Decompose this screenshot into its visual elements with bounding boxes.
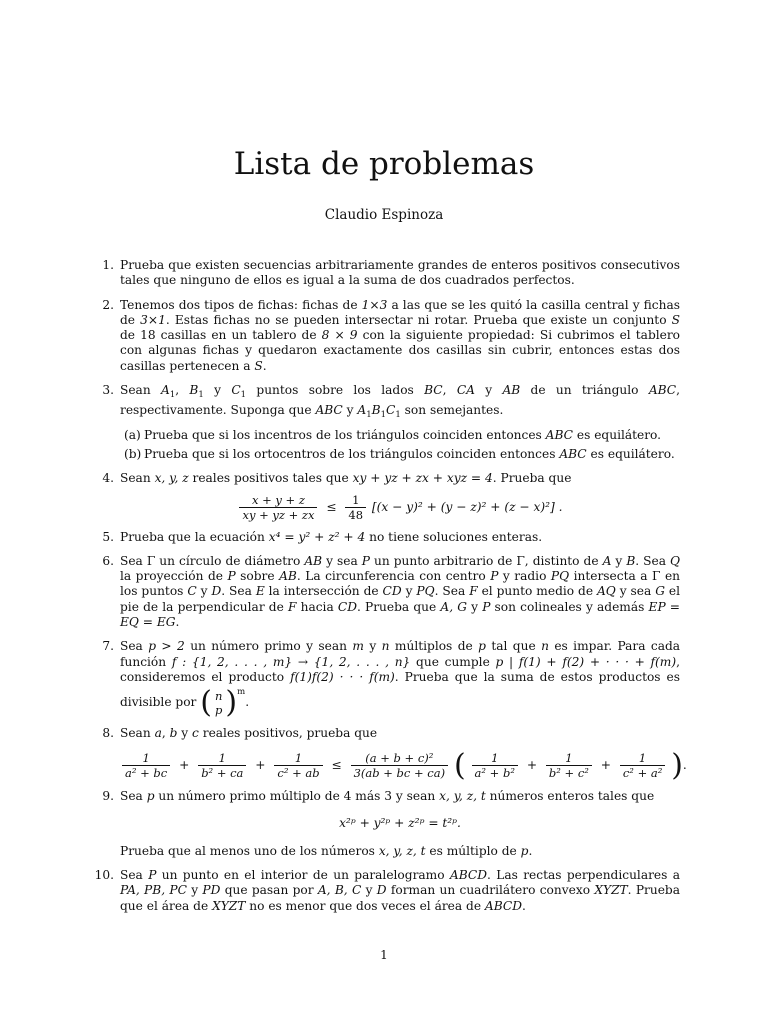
problem-text: Sean a, b y c reales positivos, prueba que bbox=[120, 725, 378, 740]
problem-number: 1. bbox=[102, 258, 114, 272]
problem-number: 8. bbox=[102, 725, 114, 740]
problem-3 bbox=[102, 383, 680, 462]
subitem-b: (b) Prueba que si los ortocentros de los triángulos coinciden entonces ABC es equilátero. bbox=[124, 446, 675, 461]
problem-number: 9. bbox=[102, 789, 114, 804]
subitem-label: (a) bbox=[124, 427, 141, 442]
subitem-label: (b) bbox=[124, 446, 142, 461]
problem-2 bbox=[102, 297, 681, 374]
problem-number: 10. bbox=[94, 867, 114, 882]
problem-text: Prueba que existen secuencias arbitrariamente grandes de enteros positivos consecutivos tales que ninguno de ellos es igual a la suma de dos cuadrados perfectos. bbox=[120, 258, 680, 288]
problem-text: Sea p un número primo múltiplo de 4 más 3 y sean x, y, z, t números enteros tales que bbox=[120, 789, 655, 804]
display-equation: $\frac{x + y + z}{xy + yz + zx}$ ≤ $\frac{1}{48}$ [(x − y)² + (y − z)² + (z − x)²] . bbox=[120, 493, 680, 522]
problem-number: 5. bbox=[102, 529, 114, 544]
author-name: Claudio Espinoza bbox=[324, 207, 444, 223]
binomial: ( n p )$^m$ bbox=[200, 685, 246, 721]
display-equation: x²ᵖ + y²ᵖ + z²ᵖ = t²ᵖ. bbox=[339, 816, 461, 831]
problem-7 bbox=[102, 639, 681, 721]
problem-text: Tenemos dos tipos de fichas: fichas de 1×3 a las que se les quitó la casilla central y fichas de 3×1. Estas fichas no se pueden intersectar ni rotar. Prueba que existe un conjunto S de 18 casillas en un tablero de 8 × 9 con la siguiente propiedad: Si cubrimos el tablero con algunas fichas y quedaron exactamente dos casillas sin cubrir, entonces estas dos casillas pertenecen a S. bbox=[120, 297, 681, 373]
problem-text: Sea p > 2 un número primo y sean m y n múltiplos de p tal que n es impar. Para cada función f : {1, 2, . . . , m} → {1, 2, . . . , n} que cumple p | f(1) + f(2) + · · · + f(m), consideremos el producto f(1)f(2) · · · f(m). Prueba que la suma de estos productos es divisible por ( n p )$^m$. bbox=[120, 639, 681, 721]
problem-text: Sea P un punto en el interior de un paralelogramo ABCD. Las rectas perpendiculares a PA, PB, PC y PD que pasan por A, B, C y D forman un cuadrilátero convexo XYZT. Prueba que el área de XYZT no es menor que dos veces el área de ABCD. bbox=[120, 867, 681, 913]
problem-5 bbox=[102, 529, 680, 545]
problem-6 bbox=[102, 553, 681, 630]
problem-text: Sean $A_1$, $B_1$ y $C_1$ puntos sobre los lados BC, CA y AB de un triángulo ABC, respectivamente. Suponga que ABC y $A_1B_1C_1$ son semejantes. bbox=[120, 383, 680, 421]
problem-number: 4. bbox=[102, 471, 114, 486]
problem-8 bbox=[102, 725, 687, 783]
problem-4 bbox=[102, 471, 680, 522]
display-equation: $\frac{1}{\text{a² + bc}}$ + $\frac{1}{\text{b² + ca}}$ + $\frac{1}{\text{c² + ab}}$ ≤ $\frac{\text{(a + b + c)²}}{3(ab + bc + ca)}$ ( $\frac{1}{\text{a² + b²}}$ + $\frac{1}{\text{b² + c²}}$ + $\frac{1}{\text{c² + a²}}$ ). bbox=[120, 751, 680, 780]
problem-number: 7. bbox=[102, 639, 114, 654]
problem-text: Sea Γ un círculo de diámetro AB y sea P un punto arbitrario de Γ, distinto de A y B. Sea Q la proyección de P sobre AB. La circunferencia con centro P y radio PQ intersecta a Γ en los puntos C y D. Sea E la intersección de CD y PQ. Sea F el punto medio de AQ y sea G el pie de la perpendicular de F hacia CD. Prueba que A, G y P son colineales y además EP = EQ = EG. bbox=[120, 553, 681, 630]
problem-text-continued: Prueba que al menos uno de los números x, y, z, t es múltiplo de p. bbox=[120, 843, 533, 858]
problem-number: 6. bbox=[102, 553, 114, 568]
problem-9 bbox=[102, 789, 680, 859]
problem-number: 3. bbox=[102, 383, 114, 398]
subitem-a: (a) Prueba que si los incentros de los triángulos coinciden entonces ABC es equilátero. bbox=[124, 427, 662, 442]
problem-text: Prueba que la ecuación x⁴ = y² + z² + 4 no tiene soluciones enteras. bbox=[120, 529, 543, 544]
page-number: 1 bbox=[380, 948, 388, 962]
problem-list bbox=[94, 258, 687, 914]
problem-text: Sean x, y, z reales positivos tales que xy + yz + zx + xyz = 4. Prueba que bbox=[120, 471, 572, 486]
document-title: Lista de problemas bbox=[233, 146, 535, 182]
problem-number: 2. bbox=[102, 297, 114, 312]
problem-1 bbox=[102, 258, 680, 289]
problem-10 bbox=[94, 867, 681, 914]
